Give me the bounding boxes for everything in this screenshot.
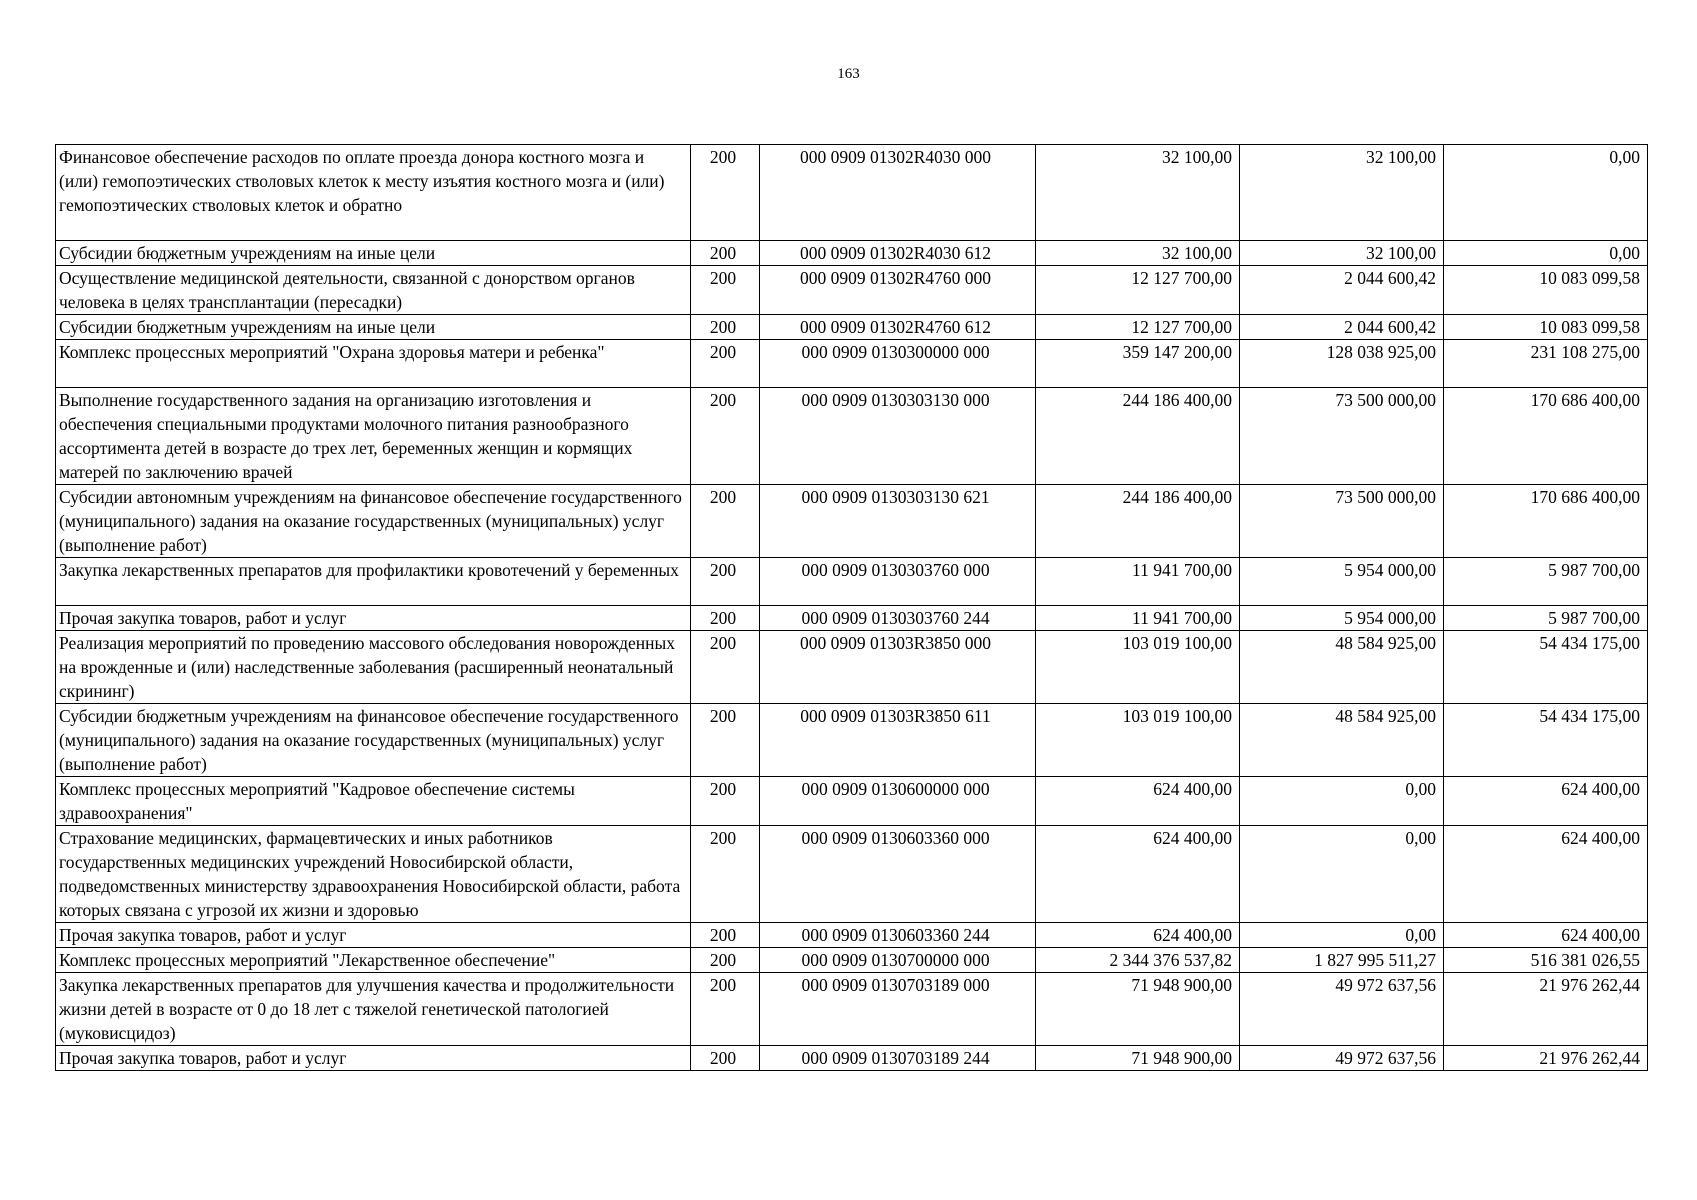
row-code-cell: 200	[691, 485, 760, 558]
row-approved-cell: 2 344 376 537,82	[1036, 948, 1240, 973]
row-name-cell: Закупка лекарственных препаратов для улучшения качества и продолжительности жизни детей в возрасте от 0 до 18 лет с тяжелой генетической патологией (муковисцидоз)	[56, 973, 691, 1046]
row-kbk-cell: 000 0909 0130703189 244	[760, 1046, 1036, 1071]
row-approved-cell: 11 941 700,00	[1036, 558, 1240, 606]
row-kbk-cell: 000 0909 0130600000 000	[760, 777, 1036, 826]
row-executed-cell: 73 500 000,00	[1240, 485, 1444, 558]
row-code-cell: 200	[691, 826, 760, 923]
row-executed-cell: 48 584 925,00	[1240, 704, 1444, 777]
row-kbk-cell: 000 0909 01302R4760 000	[760, 266, 1036, 315]
row-unexecuted-cell: 624 400,00	[1444, 826, 1648, 923]
table-row	[56, 315, 1648, 340]
row-kbk-cell: 000 0909 0130603360 000	[760, 826, 1036, 923]
page-number: 163	[837, 66, 860, 82]
row-code-cell: 200	[691, 1046, 760, 1071]
table-row	[56, 485, 1648, 558]
table-row	[56, 631, 1648, 704]
row-executed-cell: 0,00	[1240, 826, 1444, 923]
row-approved-cell: 32 100,00	[1036, 241, 1240, 266]
row-unexecuted-cell: 10 083 099,58	[1444, 315, 1648, 340]
row-name-cell: Прочая закупка товаров, работ и услуг	[56, 923, 691, 948]
budget-table	[55, 144, 1648, 1071]
row-name-cell: Закупка лекарственных препаратов для профилактики кровотечений у беременных	[56, 558, 691, 606]
row-unexecuted-cell: 21 976 262,44	[1444, 1046, 1648, 1071]
row-kbk-cell: 000 0909 0130603360 244	[760, 923, 1036, 948]
row-approved-cell: 624 400,00	[1036, 826, 1240, 923]
row-unexecuted-cell: 516 381 026,55	[1444, 948, 1648, 973]
row-kbk-cell: 000 0909 0130700000 000	[760, 948, 1036, 973]
row-executed-cell: 49 972 637,56	[1240, 973, 1444, 1046]
row-kbk-cell: 000 0909 01302R4030 000	[760, 145, 1036, 241]
row-kbk-cell: 000 0909 0130303760 000	[760, 558, 1036, 606]
budget-table-body	[56, 145, 1648, 1071]
table-row	[56, 948, 1648, 973]
row-name-cell: Комплекс процессных мероприятий "Охрана здоровья матери и ребенка"	[56, 340, 691, 388]
row-kbk-cell: 000 0909 01302R4030 612	[760, 241, 1036, 266]
table-row	[56, 241, 1648, 266]
table-row	[56, 340, 1648, 388]
row-executed-cell: 0,00	[1240, 923, 1444, 948]
row-name-cell: Комплекс процессных мероприятий "Лекарственное обеспечение"	[56, 948, 691, 973]
row-code-cell: 200	[691, 923, 760, 948]
row-approved-cell: 103 019 100,00	[1036, 704, 1240, 777]
row-unexecuted-cell: 5 987 700,00	[1444, 558, 1648, 606]
row-unexecuted-cell: 54 434 175,00	[1444, 704, 1648, 777]
row-executed-cell: 5 954 000,00	[1240, 606, 1444, 631]
row-code-cell: 200	[691, 704, 760, 777]
table-row	[56, 923, 1648, 948]
row-kbk-cell: 000 0909 01302R4760 612	[760, 315, 1036, 340]
row-approved-cell: 71 948 900,00	[1036, 1046, 1240, 1071]
row-name-cell: Субсидии бюджетным учреждениям на финансовое обеспечение государственного (муниципального) задания на оказание государственных (муниципальных) услуг (выполнение работ)	[56, 704, 691, 777]
row-kbk-cell: 000 0909 0130303130 000	[760, 388, 1036, 485]
row-executed-cell: 49 972 637,56	[1240, 1046, 1444, 1071]
row-approved-cell: 244 186 400,00	[1036, 485, 1240, 558]
row-name-cell: Страхование медицинских, фармацевтических и иных работников государственных медицинских учреждений Новосибирской области, подведомственных министерству здравоохранения Новосибирской области, работа которых связана с угрозой их жизни и здоровью	[56, 826, 691, 923]
row-approved-cell: 11 941 700,00	[1036, 606, 1240, 631]
row-approved-cell: 624 400,00	[1036, 777, 1240, 826]
row-approved-cell: 32 100,00	[1036, 145, 1240, 241]
row-unexecuted-cell: 54 434 175,00	[1444, 631, 1648, 704]
table-row	[56, 1046, 1648, 1071]
row-name-cell: Финансовое обеспечение расходов по оплате проезда донора костного мозга и (или) гемопоэтических стволовых клеток к месту изъятия костного мозга и (или) гемопоэтических стволовых клеток и обратно	[56, 145, 691, 241]
row-code-cell: 200	[691, 145, 760, 241]
table-row	[56, 558, 1648, 606]
row-code-cell: 200	[691, 777, 760, 826]
row-kbk-cell: 000 0909 01303R3850 611	[760, 704, 1036, 777]
row-unexecuted-cell: 624 400,00	[1444, 923, 1648, 948]
row-unexecuted-cell: 5 987 700,00	[1444, 606, 1648, 631]
table-row	[56, 704, 1648, 777]
row-kbk-cell: 000 0909 0130703189 000	[760, 973, 1036, 1046]
row-executed-cell: 5 954 000,00	[1240, 558, 1444, 606]
table-row	[56, 606, 1648, 631]
row-code-cell: 200	[691, 266, 760, 315]
row-code-cell: 200	[691, 558, 760, 606]
row-code-cell: 200	[691, 948, 760, 973]
row-name-cell: Прочая закупка товаров, работ и услуг	[56, 1046, 691, 1071]
row-name-cell: Субсидии бюджетным учреждениям на иные цели	[56, 241, 691, 266]
row-approved-cell: 103 019 100,00	[1036, 631, 1240, 704]
row-executed-cell: 73 500 000,00	[1240, 388, 1444, 485]
table-row	[56, 145, 1648, 241]
table-row	[56, 266, 1648, 315]
row-executed-cell: 32 100,00	[1240, 241, 1444, 266]
row-unexecuted-cell: 170 686 400,00	[1444, 485, 1648, 558]
row-unexecuted-cell: 231 108 275,00	[1444, 340, 1648, 388]
row-code-cell: 200	[691, 973, 760, 1046]
row-code-cell: 200	[691, 631, 760, 704]
row-approved-cell: 71 948 900,00	[1036, 973, 1240, 1046]
row-name-cell: Комплекс процессных мероприятий "Кадровое обеспечение системы здравоохранения"	[56, 777, 691, 826]
row-code-cell: 200	[691, 388, 760, 485]
row-kbk-cell: 000 0909 01303R3850 000	[760, 631, 1036, 704]
table-row	[56, 826, 1648, 923]
row-approved-cell: 359 147 200,00	[1036, 340, 1240, 388]
row-name-cell: Реализация мероприятий по проведению массового обследования новорожденных на врожденные и (или) наследственные заболевания (расширенный неонатальный скрининг)	[56, 631, 691, 704]
row-name-cell: Субсидии автономным учреждениям на финансовое обеспечение государственного (муниципального) задания на оказание государственных (муниципальных) услуг (выполнение работ)	[56, 485, 691, 558]
row-kbk-cell: 000 0909 0130303760 244	[760, 606, 1036, 631]
row-unexecuted-cell: 0,00	[1444, 241, 1648, 266]
row-code-cell: 200	[691, 315, 760, 340]
row-executed-cell: 1 827 995 511,27	[1240, 948, 1444, 973]
row-executed-cell: 0,00	[1240, 777, 1444, 826]
row-unexecuted-cell: 10 083 099,58	[1444, 266, 1648, 315]
row-code-cell: 200	[691, 340, 760, 388]
row-name-cell: Осуществление медицинской деятельности, связанной с донорством органов человека в целях трансплантации (пересадки)	[56, 266, 691, 315]
row-name-cell: Выполнение государственного задания на организацию изготовления и обеспечения специальными продуктами молочного питания разнообразного ассортимента детей в возрасте до трех лет, беременных женщин и кормящих матерей по заключению врачей	[56, 388, 691, 485]
row-approved-cell: 624 400,00	[1036, 923, 1240, 948]
row-approved-cell: 12 127 700,00	[1036, 266, 1240, 315]
row-code-cell: 200	[691, 241, 760, 266]
row-unexecuted-cell: 624 400,00	[1444, 777, 1648, 826]
row-executed-cell: 48 584 925,00	[1240, 631, 1444, 704]
row-name-cell: Субсидии бюджетным учреждениям на иные цели	[56, 315, 691, 340]
table-row	[56, 388, 1648, 485]
row-code-cell: 200	[691, 606, 760, 631]
row-approved-cell: 12 127 700,00	[1036, 315, 1240, 340]
row-executed-cell: 32 100,00	[1240, 145, 1444, 241]
row-executed-cell: 2 044 600,42	[1240, 266, 1444, 315]
row-unexecuted-cell: 170 686 400,00	[1444, 388, 1648, 485]
table-row	[56, 777, 1648, 826]
row-executed-cell: 2 044 600,42	[1240, 315, 1444, 340]
row-approved-cell: 244 186 400,00	[1036, 388, 1240, 485]
row-name-cell: Прочая закупка товаров, работ и услуг	[56, 606, 691, 631]
table-row	[56, 973, 1648, 1046]
row-kbk-cell: 000 0909 0130303130 621	[760, 485, 1036, 558]
row-executed-cell: 128 038 925,00	[1240, 340, 1444, 388]
row-unexecuted-cell: 21 976 262,44	[1444, 973, 1648, 1046]
row-unexecuted-cell: 0,00	[1444, 145, 1648, 241]
row-kbk-cell: 000 0909 0130300000 000	[760, 340, 1036, 388]
